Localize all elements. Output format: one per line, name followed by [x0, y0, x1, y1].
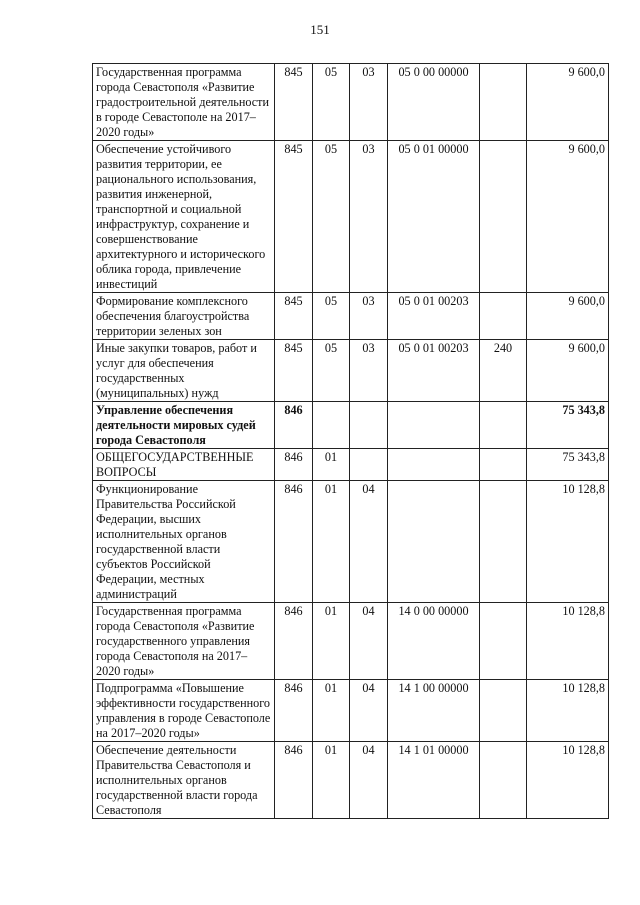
- subsection-code-cell: 03: [350, 64, 388, 141]
- section-code-cell: 05: [313, 340, 350, 402]
- target-article-cell: [388, 481, 480, 603]
- target-article-cell: 05 0 01 00203: [388, 340, 480, 402]
- section-code-cell: 01: [313, 680, 350, 742]
- item-name-cell: Обеспечение деятельности Правительства Севастополя и исполнительных органов государственной власти города Севастополя: [93, 742, 275, 819]
- table-row: [93, 64, 609, 141]
- amount-cell: 9 600,0: [527, 340, 609, 402]
- expense-type-cell: [480, 481, 527, 603]
- amount-cell: 10 128,8: [527, 481, 609, 603]
- section-code-cell: 05: [313, 141, 350, 293]
- section-code-cell: 01: [313, 449, 350, 481]
- subsection-code-cell: 03: [350, 141, 388, 293]
- item-name-cell: Обеспечение устойчивого развития территории, ее рационального использования, развития инженерной, транспортной и социальной инфраструктур, сохранение и совершенствование архитектурного и исторического облика города, привлечение инвестиций: [93, 141, 275, 293]
- subsection-code-cell: 04: [350, 742, 388, 819]
- item-name-cell: Управление обеспечения деятельности мировых судей города Севастополя: [93, 402, 275, 449]
- item-name-cell: Государственная программа города Севастополя «Развитие градостроительной деятельности в городе Севастополе на 2017–2020 годы»: [93, 64, 275, 141]
- amount-cell: 9 600,0: [527, 293, 609, 340]
- expense-type-cell: [480, 680, 527, 742]
- table-row: [93, 481, 609, 603]
- subsection-code-cell: 04: [350, 481, 388, 603]
- target-article-cell: 05 0 01 00203: [388, 293, 480, 340]
- table-row: [93, 141, 609, 293]
- item-name-cell: Иные закупки товаров, работ и услуг для обеспечения государственных (муниципальных) нужд: [93, 340, 275, 402]
- ministry-code-cell: 845: [275, 340, 313, 402]
- subsection-code-cell: 03: [350, 340, 388, 402]
- expense-type-cell: [480, 603, 527, 680]
- ministry-code-cell: 845: [275, 64, 313, 141]
- target-article-cell: [388, 449, 480, 481]
- target-article-cell: 14 1 01 00000: [388, 742, 480, 819]
- ministry-code-cell: 846: [275, 680, 313, 742]
- expense-type-cell: [480, 64, 527, 141]
- amount-cell: 10 128,8: [527, 742, 609, 819]
- expense-type-cell: [480, 402, 527, 449]
- section-code-cell: 05: [313, 293, 350, 340]
- section-code-cell: 01: [313, 481, 350, 603]
- budget-table: [92, 63, 609, 819]
- amount-cell: 10 128,8: [527, 680, 609, 742]
- item-name-cell: ОБЩЕГОСУДАРСТВЕННЫЕ ВОПРОСЫ: [93, 449, 275, 481]
- target-article-cell: 05 0 00 00000: [388, 64, 480, 141]
- ministry-code-cell: 845: [275, 293, 313, 340]
- ministry-code-cell: 846: [275, 481, 313, 603]
- ministry-code-cell: 846: [275, 742, 313, 819]
- table-row: [93, 449, 609, 481]
- section-code-cell: 01: [313, 603, 350, 680]
- subsection-code-cell: [350, 402, 388, 449]
- amount-cell: 75 343,8: [527, 449, 609, 481]
- target-article-cell: 05 0 01 00000: [388, 141, 480, 293]
- subsection-code-cell: 04: [350, 680, 388, 742]
- section-code-cell: [313, 402, 350, 449]
- ministry-code-cell: 846: [275, 449, 313, 481]
- table-row: [93, 340, 609, 402]
- target-article-cell: 14 1 00 00000: [388, 680, 480, 742]
- amount-cell: 9 600,0: [527, 141, 609, 293]
- table-row: [93, 680, 609, 742]
- amount-cell: 10 128,8: [527, 603, 609, 680]
- ministry-code-cell: 845: [275, 141, 313, 293]
- subsection-code-cell: 04: [350, 603, 388, 680]
- item-name-cell: Подпрограмма «Повышение эффективности государственного управления в городе Севастополе на 2017–2020 годы»: [93, 680, 275, 742]
- target-article-cell: [388, 402, 480, 449]
- table-row: [93, 293, 609, 340]
- expense-type-cell: [480, 449, 527, 481]
- item-name-cell: Государственная программа города Севастополя «Развитие государственного управления города Севастополя на 2017–2020 годы»: [93, 603, 275, 680]
- table-row: [93, 603, 609, 680]
- ministry-code-cell: 846: [275, 402, 313, 449]
- table-row: [93, 742, 609, 819]
- table-row: [93, 402, 609, 449]
- page-number: 151: [310, 22, 330, 37]
- expense-type-cell: [480, 141, 527, 293]
- expense-type-cell: [480, 293, 527, 340]
- expense-type-cell: [480, 742, 527, 819]
- subsection-code-cell: 03: [350, 293, 388, 340]
- ministry-code-cell: 846: [275, 603, 313, 680]
- target-article-cell: 14 0 00 00000: [388, 603, 480, 680]
- section-code-cell: 05: [313, 64, 350, 141]
- budget-table-body: [93, 64, 609, 819]
- amount-cell: 75 343,8: [527, 402, 609, 449]
- item-name-cell: Функционирование Правительства Российской Федерации, высших исполнительных органов государственной власти субъектов Российской Федерации, местных администраций: [93, 481, 275, 603]
- expense-type-cell: 240: [480, 340, 527, 402]
- subsection-code-cell: [350, 449, 388, 481]
- item-name-cell: Формирование комплексного обеспечения благоустройства территории зеленых зон: [93, 293, 275, 340]
- section-code-cell: 01: [313, 742, 350, 819]
- amount-cell: 9 600,0: [527, 64, 609, 141]
